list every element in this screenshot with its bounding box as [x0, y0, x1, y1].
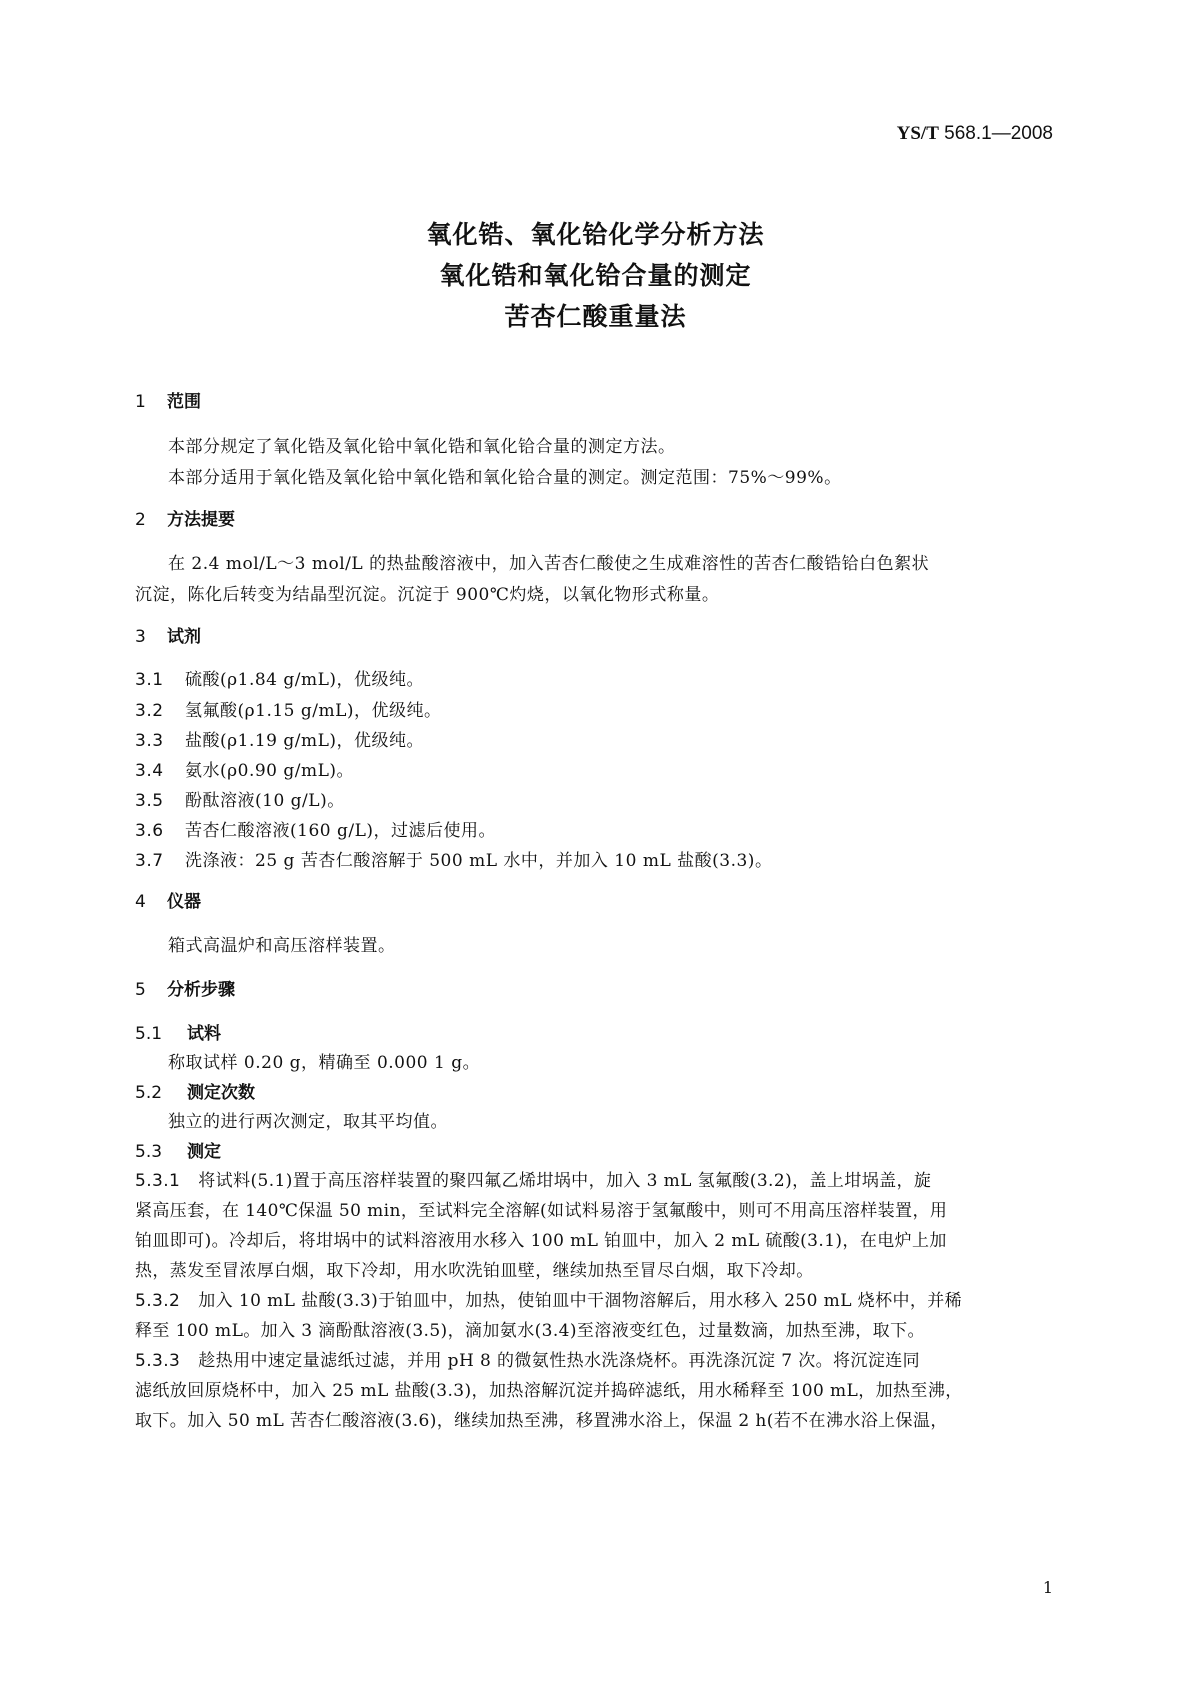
section-5-2-para: 独立的进行两次测定，取其平均值。 — [168, 1112, 448, 1132]
page-number: 1 — [1042, 1578, 1053, 1597]
reagent-item: 3.1 硫酸(ρ1.84 g/mL)，优级纯。 — [135, 670, 425, 690]
section-2-line1: 在 2.4 mol/L～3 mol/L 的热盐酸溶液中，加入苦杏仁酸使之生成难溶性的苦杏仁酸锆铪白色絮状 — [168, 554, 930, 574]
section-4-para1: 箱式高温炉和高压溶样装置。 — [168, 936, 396, 956]
reagent-item: 3.5 酚酞溶液(10 g/L)。 — [135, 791, 345, 811]
section-3-heading: 3 试剂 — [135, 627, 201, 647]
clause-5-3-2-line1: 5.3.2 加入 10 mL 盐酸(3.3)于铂皿中，加热，使铂皿中干涸物溶解后，用水移入 250 mL 烧杯中，并稀 — [135, 1291, 963, 1311]
doc-title-line2: 氧化锆和氧化铪合量的测定 — [439, 261, 752, 290]
doc-title-line3: 苦杏仁酸重量法 — [504, 302, 687, 331]
clause-5-3-1-line2: 紧高压套，在 140℃保温 50 min，至试料完全溶解(如试料易溶于氢氟酸中，则可不用高压溶样装置，用 — [135, 1201, 948, 1221]
doc-title-line1: 氧化锆、氧化铪化学分析方法 — [426, 220, 765, 249]
clause-5-3-2-line2: 释至 100 mL。加入 3 滴酚酞溶液(3.5)，滴加氨水(3.4)至溶液变红色，过量数滴，加热至沸，取下。 — [135, 1321, 925, 1341]
section-5-1-para: 称取试样 0.20 g，精确至 0.000 1 g。 — [168, 1053, 481, 1073]
standard-prefix: YS/T — [896, 123, 939, 144]
section-5-3-heading: 5.3 测定 — [135, 1142, 221, 1162]
section-5-2-heading: 5.2 测定次数 — [135, 1083, 255, 1103]
section-4-heading: 4 仪器 — [135, 892, 201, 912]
section-1-para1: 本部分规定了氧化锆及氧化铪中氧化锆和氧化铪合量的测定方法。 — [168, 437, 676, 457]
section-2-line2: 沉淀，陈化后转变为结晶型沉淀。沉淀于 900℃灼烧，以氧化物形式称量。 — [135, 585, 720, 605]
clause-5-3-1-line1: 5.3.1 将试料(5.1)置于高压溶样装置的聚四氟乙烯坩埚中，加入 3 mL 氢氟酸(3.2)，盖上坩埚盖，旋 — [135, 1171, 932, 1191]
reagent-item: 3.2 氢氟酸(ρ1.15 g/mL)，优级纯。 — [135, 701, 442, 721]
reagent-item: 3.4 氨水(ρ0.90 g/mL)。 — [135, 761, 355, 781]
clause-5-3-3-line1: 5.3.3 趁热用中速定量滤纸过滤，并用 pH 8 的微氨性热水洗涤烧杯。再洗涤沉淀 7 次。将沉淀连同 — [135, 1351, 921, 1371]
clause-5-3-3-line2: 滤纸放回原烧杯中，加入 25 mL 盐酸(3.3)，加热溶解沉淀并捣碎滤纸，用水稀释至 100 mL，加热至沸， — [135, 1381, 963, 1401]
clause-5-3-3-line3: 取下。加入 50 mL 苦杏仁酸溶液(3.6)，继续加热至沸，移置沸水浴上，保温 2 h(若不在沸水浴上保温， — [135, 1411, 948, 1431]
section-1-para2: 本部分适用于氧化锆及氧化铪中氧化锆和氧化铪合量的测定。测定范围：75%～99%。 — [168, 468, 842, 488]
reagent-item: 3.7 洗涤液：25 g 苦杏仁酸溶解于 500 mL 水中，并加入 10 mL 盐酸(3.3)。 — [135, 851, 773, 871]
clause-5-3-1-line4: 热，蒸发至冒浓厚白烟，取下冷却，用水吹洗铂皿壁，继续加热至冒尽白烟，取下冷却。 — [135, 1261, 814, 1281]
reagent-item: 3.3 盐酸(ρ1.19 g/mL)，优级纯。 — [135, 731, 425, 751]
clause-5-3-1-line3: 铂皿即可)。冷却后，将坩埚中的试料溶液用水移入 100 mL 铂皿中，加入 2 mL 硫酸(3.1)，在电炉上加 — [135, 1231, 947, 1251]
section-5-heading: 5 分析步骤 — [135, 980, 235, 1000]
standard-code: 568.1—2008 — [944, 123, 1053, 144]
section-1-heading: 1 范围 — [135, 392, 201, 412]
section-5-1-heading: 5.1 试料 — [135, 1024, 221, 1044]
section-2-heading: 2 方法提要 — [135, 510, 235, 530]
reagent-item: 3.6 苦杏仁酸溶液(160 g/L)，过滤后使用。 — [135, 821, 497, 841]
standard-number — [897, 123, 1053, 145]
